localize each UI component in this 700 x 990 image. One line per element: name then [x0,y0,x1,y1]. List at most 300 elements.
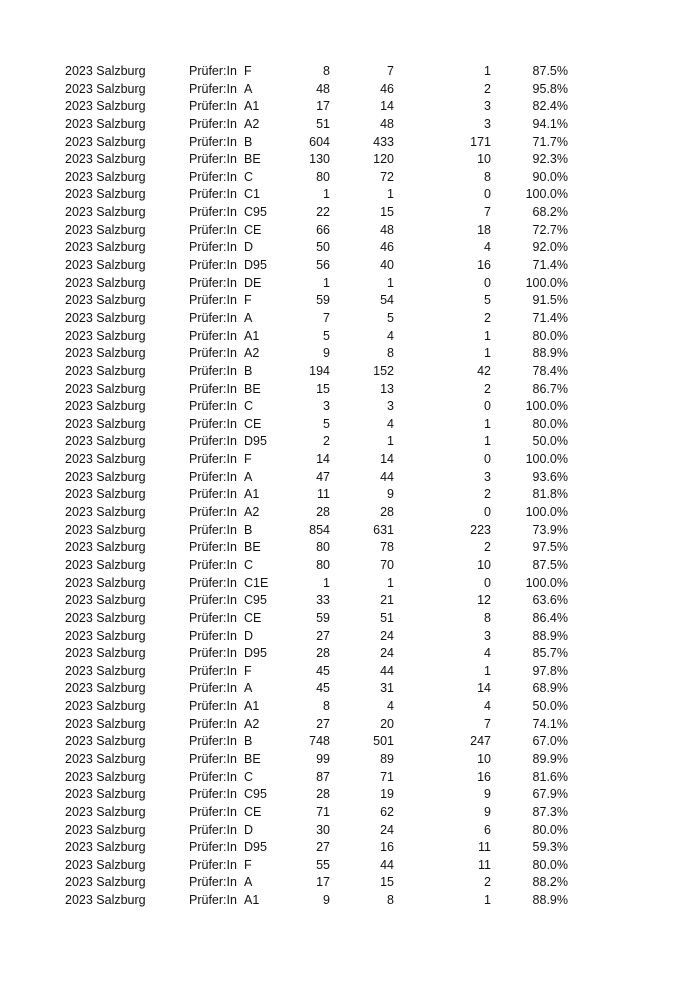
role-cell: Prüfer:In [189,840,237,855]
license-class-cell: CE [244,416,262,431]
role-cell: Prüfer:In [189,593,237,608]
table-row [0,592,700,610]
total-cell: 9 [323,346,330,361]
table-row [0,98,700,116]
failed-cell: 0 [484,187,491,202]
table-row [0,222,700,240]
failed-cell: 0 [484,275,491,290]
table-row [0,63,700,81]
passed-cell: 5 [387,310,394,325]
year-location-cell: 2023 Salzburg [65,628,146,643]
year-location-cell: 2023 Salzburg [65,804,146,819]
role-cell: Prüfer:In [189,416,237,431]
pass-rate-cell: 94.1% [532,116,568,131]
table-row [0,522,700,540]
role-cell: Prüfer:In [189,328,237,343]
total-cell: 1 [323,575,330,590]
license-class-cell: A [244,81,253,96]
passed-cell: 152 [373,363,394,378]
year-location-cell: 2023 Salzburg [65,610,146,625]
passed-cell: 8 [387,346,394,361]
role-cell: Prüfer:In [189,205,237,220]
pass-rate-cell: 97.5% [532,540,568,555]
table-row [0,504,700,522]
passed-cell: 24 [380,628,394,643]
license-class-cell: C1 [244,187,260,202]
license-class-cell: F [244,452,252,467]
license-class-cell: D [244,628,254,643]
table-row [0,839,700,857]
table-row [0,328,700,346]
passed-cell: 71 [380,769,394,784]
year-location-cell: 2023 Salzburg [65,699,146,714]
role-cell: Prüfer:In [189,363,237,378]
passed-cell: 21 [380,593,394,608]
passed-cell: 4 [387,699,394,714]
total-cell: 59 [316,293,330,308]
failed-cell: 1 [484,434,491,449]
failed-cell: 6 [484,822,491,837]
year-location-cell: 2023 Salzburg [65,399,146,414]
role-cell: Prüfer:In [189,381,237,396]
passed-cell: 24 [380,822,394,837]
role-cell: Prüfer:In [189,769,237,784]
year-location-cell: 2023 Salzburg [65,187,146,202]
failed-cell: 16 [477,769,491,784]
pass-rate-cell: 87.5% [532,64,568,78]
total-cell: 5 [323,328,330,343]
failed-cell: 9 [484,787,491,802]
table-row [0,610,700,628]
table-row [0,892,700,910]
table-row [0,381,700,399]
license-class-cell: A [244,310,253,325]
pass-rate-cell: 86.4% [532,610,568,625]
year-location-cell: 2023 Salzburg [65,452,146,467]
pass-rate-cell: 95.8% [532,81,568,96]
role-cell: Prüfer:In [189,293,237,308]
passed-cell: 9 [387,487,394,502]
license-class-cell: A [244,469,253,484]
total-cell: 48 [316,81,330,96]
passed-cell: 14 [380,452,394,467]
passed-cell: 44 [380,663,394,678]
table-row [0,575,700,593]
failed-cell: 3 [484,116,491,131]
role-cell: Prüfer:In [189,64,237,78]
license-class-cell: B [244,363,253,378]
license-class-cell: A [244,875,253,890]
passed-cell: 1 [387,275,394,290]
table-row [0,345,700,363]
license-class-cell: F [244,857,252,872]
role-cell: Prüfer:In [189,346,237,361]
pass-rate-cell: 81.6% [532,769,568,784]
role-cell: Prüfer:In [189,787,237,802]
passed-cell: 16 [380,840,394,855]
year-location-cell: 2023 Salzburg [65,840,146,855]
license-class-cell: A1 [244,487,260,502]
pass-rate-cell: 50.0% [532,699,568,714]
role-cell: Prüfer:In [189,734,237,749]
license-class-cell: D95 [244,258,267,273]
year-location-cell: 2023 Salzburg [65,64,146,78]
pass-rate-cell: 88.9% [532,628,568,643]
passed-cell: 19 [380,787,394,802]
table-row [0,486,700,504]
passed-cell: 51 [380,610,394,625]
pass-rate-cell: 81.8% [532,487,568,502]
failed-cell: 1 [484,893,491,908]
license-class-cell: A2 [244,116,260,131]
pass-rate-cell: 59.3% [532,840,568,855]
license-class-cell: A1 [244,99,260,114]
failed-cell: 1 [484,663,491,678]
license-class-cell: D [244,240,254,255]
role-cell: Prüfer:In [189,505,237,520]
failed-cell: 0 [484,575,491,590]
passed-cell: 44 [380,857,394,872]
passed-cell: 78 [380,540,394,555]
role-cell: Prüfer:In [189,258,237,273]
total-cell: 17 [316,875,330,890]
failed-cell: 2 [484,81,491,96]
role-cell: Prüfer:In [189,646,237,661]
passed-cell: 15 [380,205,394,220]
year-location-cell: 2023 Salzburg [65,787,146,802]
role-cell: Prüfer:In [189,628,237,643]
year-location-cell: 2023 Salzburg [65,557,146,572]
role-cell: Prüfer:In [189,663,237,678]
year-location-cell: 2023 Salzburg [65,663,146,678]
total-cell: 7 [323,310,330,325]
year-location-cell: 2023 Salzburg [65,893,146,908]
year-location-cell: 2023 Salzburg [65,434,146,449]
failed-cell: 2 [484,310,491,325]
role-cell: Prüfer:In [189,152,237,167]
passed-cell: 70 [380,557,394,572]
table-row [0,239,700,257]
pass-rate-cell: 82.4% [532,99,568,114]
table-row [0,698,700,716]
total-cell: 51 [316,116,330,131]
pass-rate-cell: 100.0% [525,505,568,520]
license-class-cell: F [244,64,252,78]
passed-cell: 40 [380,258,394,273]
license-class-cell: C [244,769,254,784]
license-class-cell: A2 [244,716,260,731]
passed-cell: 48 [380,116,394,131]
pass-rate-cell: 63.6% [532,593,568,608]
failed-cell: 0 [484,399,491,414]
total-cell: 80 [316,557,330,572]
pass-rate-cell: 68.2% [532,205,568,220]
passed-cell: 4 [387,328,394,343]
license-class-cell: A2 [244,505,260,520]
year-location-cell: 2023 Salzburg [65,310,146,325]
total-cell: 50 [316,240,330,255]
pass-rate-cell: 87.5% [532,557,568,572]
failed-cell: 11 [478,840,491,855]
pass-rate-cell: 100.0% [525,452,568,467]
role-cell: Prüfer:In [189,187,237,202]
role-cell: Prüfer:In [189,487,237,502]
license-class-cell: C [244,399,254,414]
table-row [0,433,700,451]
license-class-cell: A1 [244,328,260,343]
year-location-cell: 2023 Salzburg [65,857,146,872]
total-cell: 80 [316,540,330,555]
year-location-cell: 2023 Salzburg [65,822,146,837]
year-location-cell: 2023 Salzburg [65,346,146,361]
pass-rate-cell: 90.0% [532,169,568,184]
license-class-cell: C95 [244,205,267,220]
table-row [0,469,700,487]
year-location-cell: 2023 Salzburg [65,522,146,537]
total-cell: 14 [316,452,330,467]
year-location-cell: 2023 Salzburg [65,593,146,608]
failed-cell: 1 [484,346,491,361]
role-cell: Prüfer:In [189,240,237,255]
total-cell: 56 [316,258,330,273]
failed-cell: 12 [477,593,491,608]
license-class-cell: DE [244,275,262,290]
table-row [0,416,700,434]
passed-cell: 3 [387,399,394,414]
total-cell: 17 [316,99,330,114]
table-row [0,663,700,681]
total-cell: 22 [316,205,330,220]
passed-cell: 44 [380,469,394,484]
passed-cell: 15 [380,875,394,890]
pass-rate-cell: 100.0% [525,187,568,202]
role-cell: Prüfer:In [189,751,237,766]
license-class-cell: A2 [244,346,260,361]
failed-cell: 8 [484,169,491,184]
passed-cell: 13 [380,381,394,396]
passed-cell: 89 [380,751,394,766]
role-cell: Prüfer:In [189,857,237,872]
license-class-cell: CE [244,222,262,237]
pass-rate-cell: 68.9% [532,681,568,696]
failed-cell: 2 [484,540,491,555]
license-class-cell: B [244,522,253,537]
total-cell: 8 [323,64,330,78]
year-location-cell: 2023 Salzburg [65,505,146,520]
total-cell: 15 [316,381,330,396]
failed-cell: 9 [484,804,491,819]
failed-cell: 2 [484,875,491,890]
total-cell: 47 [316,469,330,484]
license-class-cell: F [244,293,252,308]
table-row [0,786,700,804]
license-class-cell: C95 [244,593,267,608]
year-location-cell: 2023 Salzburg [65,116,146,131]
pass-rate-cell: 80.0% [532,416,568,431]
passed-cell: 1 [387,575,394,590]
license-class-cell: CE [244,610,262,625]
failed-cell: 1 [484,416,491,431]
license-class-cell: BE [244,751,261,766]
pass-rate-cell: 74.1% [532,716,568,731]
total-cell: 130 [309,152,330,167]
failed-cell: 3 [484,628,491,643]
role-cell: Prüfer:In [189,275,237,290]
total-cell: 604 [309,134,330,149]
role-cell: Prüfer:In [189,681,237,696]
license-class-cell: BE [244,540,261,555]
year-location-cell: 2023 Salzburg [65,769,146,784]
role-cell: Prüfer:In [189,804,237,819]
total-cell: 99 [316,751,330,766]
passed-cell: 31 [380,681,394,696]
pass-rate-cell: 71.4% [532,258,568,273]
year-location-cell: 2023 Salzburg [65,169,146,184]
year-location-cell: 2023 Salzburg [65,416,146,431]
role-cell: Prüfer:In [189,557,237,572]
license-class-cell: BE [244,152,261,167]
pass-rate-cell: 100.0% [525,275,568,290]
passed-cell: 72 [380,169,394,184]
total-cell: 854 [309,522,330,537]
table-row [0,275,700,293]
year-location-cell: 2023 Salzburg [65,258,146,273]
passed-cell: 1 [387,434,394,449]
failed-cell: 2 [484,487,491,502]
pass-rate-cell: 71.7% [532,134,568,149]
failed-cell: 7 [484,716,491,731]
pass-rate-cell: 72.7% [532,222,568,237]
total-cell: 27 [316,840,330,855]
passed-cell: 46 [380,81,394,96]
pass-rate-cell: 92.0% [532,240,568,255]
failed-cell: 171 [470,134,491,149]
table-row [0,257,700,275]
passed-cell: 120 [373,152,394,167]
total-cell: 27 [316,716,330,731]
year-location-cell: 2023 Salzburg [65,99,146,114]
pass-rate-cell: 80.0% [532,857,568,872]
year-location-cell: 2023 Salzburg [65,381,146,396]
table-row [0,539,700,557]
passed-cell: 1 [387,187,394,202]
role-cell: Prüfer:In [189,99,237,114]
pass-rate-cell: 50.0% [532,434,568,449]
license-class-cell: F [244,663,252,678]
failed-cell: 3 [484,469,491,484]
table-row [0,134,700,152]
passed-cell: 24 [380,646,394,661]
passed-cell: 14 [380,99,394,114]
year-location-cell: 2023 Salzburg [65,134,146,149]
role-cell: Prüfer:In [189,699,237,714]
total-cell: 80 [316,169,330,184]
total-cell: 59 [316,610,330,625]
table-row [0,645,700,663]
pass-rate-cell: 80.0% [532,822,568,837]
table-row [0,874,700,892]
failed-cell: 14 [477,681,491,696]
total-cell: 71 [316,804,330,819]
failed-cell: 4 [484,699,491,714]
failed-cell: 4 [484,240,491,255]
total-cell: 1 [323,275,330,290]
role-cell: Prüfer:In [189,575,237,590]
passed-cell: 433 [373,134,394,149]
table-row [0,733,700,751]
passed-cell: 54 [380,293,394,308]
role-cell: Prüfer:In [189,434,237,449]
role-cell: Prüfer:In [189,610,237,625]
failed-cell: 0 [484,505,491,520]
failed-cell: 247 [470,734,491,749]
total-cell: 66 [316,222,330,237]
license-class-cell: B [244,134,253,149]
license-class-cell: CE [244,804,262,819]
total-cell: 28 [316,787,330,802]
failed-cell: 10 [477,557,491,572]
pass-rate-cell: 89.9% [532,751,568,766]
passed-cell: 501 [373,734,394,749]
role-cell: Prüfer:In [189,875,237,890]
table-row [0,204,700,222]
total-cell: 30 [316,822,330,837]
pass-rate-cell: 71.4% [532,310,568,325]
total-cell: 2 [323,434,330,449]
table-row [0,310,700,328]
table-row [0,169,700,187]
year-location-cell: 2023 Salzburg [65,751,146,766]
total-cell: 33 [316,593,330,608]
passed-cell: 7 [387,64,394,78]
total-cell: 5 [323,416,330,431]
failed-cell: 7 [484,205,491,220]
total-cell: 1 [323,187,330,202]
failed-cell: 18 [477,222,491,237]
total-cell: 194 [309,363,330,378]
total-cell: 11 [317,487,330,502]
role-cell: Prüfer:In [189,469,237,484]
failed-cell: 16 [477,258,491,273]
table-row [0,716,700,734]
table-row [0,81,700,99]
pass-rate-cell: 88.2% [532,875,568,890]
pass-rate-cell: 78.4% [532,363,568,378]
failed-cell: 5 [484,293,491,308]
data-table [0,63,700,910]
passed-cell: 4 [387,416,394,431]
passed-cell: 48 [380,222,394,237]
license-class-cell: B [244,734,253,749]
role-cell: Prüfer:In [189,540,237,555]
year-location-cell: 2023 Salzburg [65,81,146,96]
pass-rate-cell: 85.7% [532,646,568,661]
passed-cell: 8 [387,893,394,908]
failed-cell: 8 [484,610,491,625]
table-row [0,186,700,204]
year-location-cell: 2023 Salzburg [65,240,146,255]
license-class-cell: A1 [244,699,260,714]
year-location-cell: 2023 Salzburg [65,152,146,167]
total-cell: 3 [323,399,330,414]
table-row [0,398,700,416]
total-cell: 8 [323,699,330,714]
pass-rate-cell: 67.0% [532,734,568,749]
total-cell: 28 [316,505,330,520]
role-cell: Prüfer:In [189,116,237,131]
license-class-cell: D95 [244,646,267,661]
pass-rate-cell: 100.0% [525,399,568,414]
